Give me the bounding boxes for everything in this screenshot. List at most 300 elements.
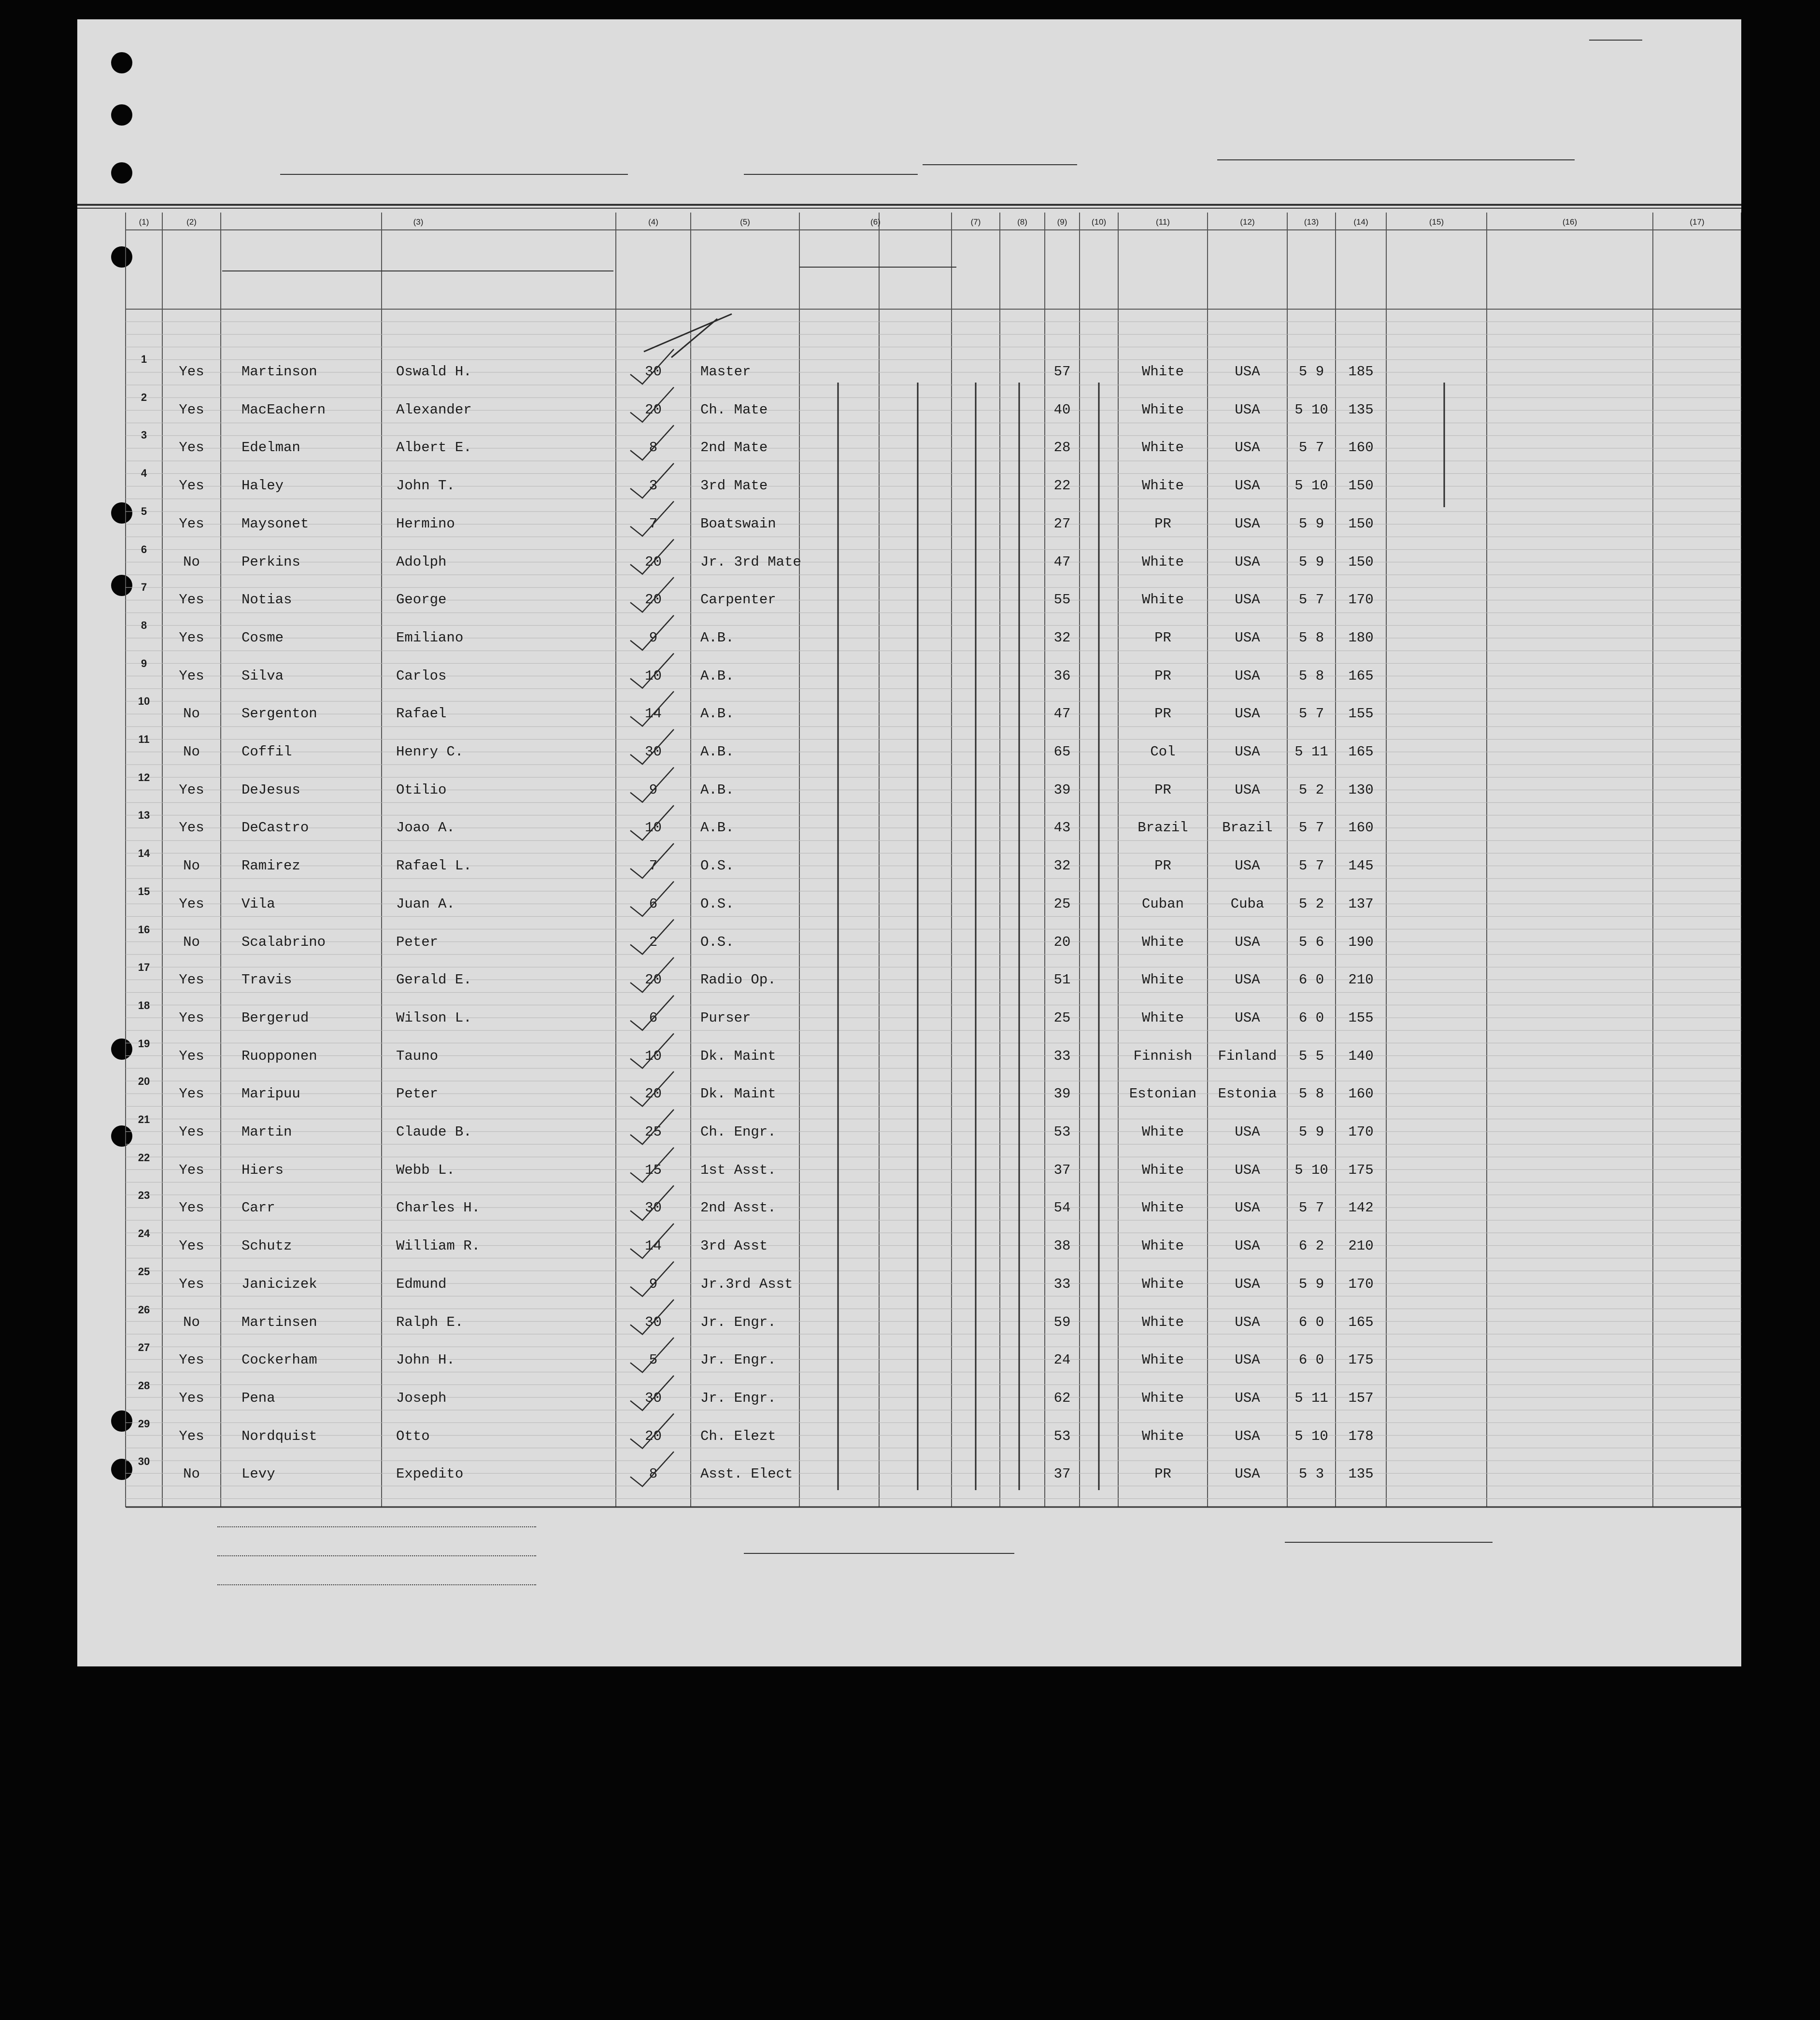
column-number: (4) bbox=[648, 217, 658, 227]
height-cell: 5 2 bbox=[1298, 782, 1324, 798]
nationality-cell: USA bbox=[1235, 858, 1260, 874]
height-cell: 6 0 bbox=[1298, 1314, 1324, 1330]
family-name-cell: Cockerham bbox=[242, 1352, 317, 1368]
weight-cell: 155 bbox=[1348, 1010, 1374, 1026]
race-cell: Cuban bbox=[1141, 896, 1184, 912]
prev-voyage-cell: Yes bbox=[179, 401, 204, 418]
service-cell: 6 bbox=[649, 896, 658, 912]
given-name-cell: Otto bbox=[396, 1428, 430, 1444]
position-cell: 2nd Mate bbox=[700, 440, 768, 456]
age-cell: 43 bbox=[1053, 820, 1071, 836]
family-name-cell: Sergenton bbox=[242, 706, 317, 722]
column-number: (7) bbox=[970, 217, 981, 227]
inspector-signature bbox=[744, 1553, 1014, 1554]
position-cell: A.B. bbox=[700, 820, 734, 836]
given-name-cell: George bbox=[396, 592, 447, 608]
height-cell: 5 7 bbox=[1298, 706, 1324, 722]
service-cell: 7 bbox=[649, 515, 658, 532]
family-name-cell: Carr bbox=[242, 1200, 275, 1216]
position-cell: Ch. Engr. bbox=[700, 1124, 776, 1140]
prev-voyage-cell: Yes bbox=[179, 1200, 204, 1216]
given-name-cell: Oswald H. bbox=[396, 364, 472, 380]
position-cell: A.B. bbox=[700, 668, 734, 684]
prev-voyage-cell: Yes bbox=[179, 440, 204, 456]
check-mark bbox=[630, 691, 674, 726]
given-name-cell: Ralph E. bbox=[396, 1314, 464, 1330]
weight-cell: 150 bbox=[1348, 554, 1374, 570]
height-cell: 5 7 bbox=[1298, 820, 1324, 836]
given-name-cell: William R. bbox=[396, 1238, 481, 1254]
column-number: (8) bbox=[1017, 217, 1027, 227]
family-name-cell: Levy bbox=[242, 1466, 275, 1482]
given-name-cell: Claude B. bbox=[396, 1124, 472, 1140]
position-cell: 1st Asst. bbox=[700, 1162, 776, 1178]
given-name-cell: Peter bbox=[396, 934, 439, 950]
weight-cell: 210 bbox=[1348, 972, 1374, 988]
height-cell: 5 7 bbox=[1298, 1200, 1324, 1216]
weight-cell: 160 bbox=[1348, 1086, 1374, 1102]
age-cell: 32 bbox=[1053, 629, 1071, 646]
race-cell: White bbox=[1141, 440, 1184, 456]
row-number: 21 bbox=[138, 1113, 150, 1125]
service-cell: 5 bbox=[649, 1352, 658, 1368]
race-cell: White bbox=[1141, 1390, 1184, 1406]
position-cell: Jr. Engr. bbox=[700, 1352, 776, 1368]
row-number: 12 bbox=[138, 771, 150, 783]
age-cell: 65 bbox=[1053, 744, 1071, 760]
family-name-cell: Martinsen bbox=[242, 1314, 317, 1330]
nationality-cell: USA bbox=[1235, 972, 1260, 988]
weight-cell: 175 bbox=[1348, 1162, 1374, 1178]
column-number: (3) bbox=[413, 217, 424, 227]
age-cell: 53 bbox=[1053, 1428, 1071, 1444]
nationality-cell: USA bbox=[1235, 1124, 1260, 1140]
service-cell: 9 bbox=[649, 629, 658, 646]
weight-cell: 150 bbox=[1348, 478, 1374, 494]
service-cell: 20 bbox=[645, 1428, 662, 1444]
check-mark bbox=[630, 577, 674, 612]
row-number: 9 bbox=[141, 657, 147, 669]
column-number: (6) bbox=[870, 217, 881, 227]
check-mark bbox=[630, 805, 674, 840]
position-cell: Purser bbox=[700, 1010, 751, 1026]
age-cell: 28 bbox=[1053, 440, 1071, 456]
age-cell: 39 bbox=[1053, 782, 1071, 798]
position-cell: Dk. Maint bbox=[700, 1048, 776, 1064]
nationality-cell: USA bbox=[1235, 1238, 1260, 1254]
row-number: 2 bbox=[141, 391, 147, 403]
nationality-cell: USA bbox=[1235, 1352, 1260, 1368]
weight-cell: 160 bbox=[1348, 820, 1374, 836]
race-cell: PR bbox=[1154, 1466, 1171, 1482]
weight-cell: 137 bbox=[1348, 896, 1374, 912]
prev-voyage-cell: Yes bbox=[179, 629, 204, 646]
weight-cell: 210 bbox=[1348, 1238, 1374, 1254]
race-cell: PR bbox=[1154, 668, 1171, 684]
race-cell: White bbox=[1141, 1314, 1184, 1330]
position-cell: A.B. bbox=[700, 629, 734, 646]
service-cell: 20 bbox=[645, 401, 662, 418]
family-name-cell: Pena bbox=[242, 1390, 275, 1406]
family-name-cell: Haley bbox=[242, 478, 284, 494]
prev-voyage-cell: Yes bbox=[179, 1048, 204, 1064]
family-name-cell: Hiers bbox=[242, 1162, 284, 1178]
race-cell: PR bbox=[1154, 858, 1171, 874]
prev-voyage-cell: Yes bbox=[179, 1010, 204, 1026]
given-name-cell: Henry C. bbox=[396, 744, 464, 760]
check-mark bbox=[630, 1376, 674, 1410]
age-cell: 36 bbox=[1053, 668, 1071, 684]
height-cell: 6 0 bbox=[1298, 1352, 1324, 1368]
check-mark bbox=[630, 996, 674, 1030]
service-cell: 14 bbox=[645, 706, 662, 722]
nationality-cell: Brazil bbox=[1222, 820, 1273, 836]
height-cell: 5 9 bbox=[1298, 1276, 1324, 1292]
weight-cell: 165 bbox=[1348, 668, 1374, 684]
race-cell: White bbox=[1141, 934, 1184, 950]
row-number: 11 bbox=[138, 733, 150, 745]
position-cell: 3rd Asst bbox=[700, 1238, 768, 1254]
service-cell: 20 bbox=[645, 1086, 662, 1102]
column-number: (1) bbox=[139, 217, 149, 227]
service-cell: 10 bbox=[645, 820, 662, 836]
given-name-cell: Tauno bbox=[396, 1048, 439, 1064]
family-name-cell: Travis bbox=[242, 972, 292, 988]
row-number: 22 bbox=[138, 1151, 150, 1164]
age-cell: 27 bbox=[1053, 515, 1071, 532]
nationality-cell: USA bbox=[1235, 706, 1260, 722]
check-mark bbox=[630, 1110, 674, 1144]
position-cell: Jr. 3rd Mate bbox=[700, 554, 801, 570]
service-cell: 10 bbox=[645, 1048, 662, 1064]
height-cell: 5 3 bbox=[1298, 1466, 1324, 1482]
family-name-cell: Cosme bbox=[242, 629, 284, 646]
race-cell: White bbox=[1141, 478, 1184, 494]
position-cell: Jr. Engr. bbox=[700, 1314, 776, 1330]
row-number: 14 bbox=[138, 847, 150, 860]
prev-voyage-cell: Yes bbox=[179, 592, 204, 608]
family-name-cell: Scalabrino bbox=[242, 934, 326, 950]
position-cell: Dk. Maint bbox=[700, 1086, 776, 1102]
given-name-cell: Alexander bbox=[396, 401, 472, 418]
nationality-cell: Estonia bbox=[1218, 1086, 1277, 1102]
column-number: (11) bbox=[1156, 217, 1170, 227]
prev-voyage-cell: Yes bbox=[179, 1352, 204, 1368]
check-mark bbox=[630, 729, 674, 764]
height-cell: 5 10 bbox=[1294, 1428, 1328, 1444]
check-mark bbox=[630, 1071, 674, 1106]
age-cell: 47 bbox=[1053, 554, 1071, 570]
given-name-cell: John H. bbox=[396, 1352, 455, 1368]
race-cell: White bbox=[1141, 554, 1184, 570]
check-mark bbox=[630, 425, 674, 460]
position-cell: Master bbox=[700, 364, 751, 380]
row-number: 10 bbox=[138, 695, 150, 708]
prev-voyage-cell: No bbox=[183, 934, 200, 950]
nationality-cell: USA bbox=[1235, 744, 1260, 760]
family-name-cell: DeCastro bbox=[242, 820, 309, 836]
service-cell: 30 bbox=[645, 364, 662, 380]
age-cell: 54 bbox=[1053, 1200, 1071, 1216]
nationality-cell: USA bbox=[1235, 1428, 1260, 1444]
check-mark bbox=[630, 882, 674, 916]
row-number: 4 bbox=[141, 467, 147, 480]
weight-cell: 178 bbox=[1348, 1428, 1374, 1444]
nationality-cell: USA bbox=[1235, 1162, 1260, 1178]
service-cell: 20 bbox=[645, 592, 662, 608]
race-cell: Finnish bbox=[1133, 1048, 1193, 1064]
family-name-cell: Coffil bbox=[242, 744, 292, 760]
nationality-cell: USA bbox=[1235, 668, 1260, 684]
check-mark bbox=[630, 1185, 674, 1220]
prev-voyage-cell: No bbox=[183, 706, 200, 722]
weight-cell: 150 bbox=[1348, 515, 1374, 532]
check-mark bbox=[630, 463, 674, 498]
height-cell: 5 9 bbox=[1298, 364, 1324, 380]
row-number: 20 bbox=[138, 1075, 150, 1088]
row-number: 25 bbox=[138, 1265, 150, 1278]
service-cell: 8 bbox=[649, 440, 658, 456]
age-cell: 47 bbox=[1053, 706, 1071, 722]
given-name-cell: Edmund bbox=[396, 1276, 447, 1292]
race-cell: White bbox=[1141, 1352, 1184, 1368]
nationality-cell: Cuba bbox=[1230, 896, 1265, 912]
position-cell: A.B. bbox=[700, 706, 734, 722]
nationality-cell: USA bbox=[1235, 1010, 1260, 1026]
weight-cell: 165 bbox=[1348, 1314, 1374, 1330]
age-cell: 33 bbox=[1053, 1048, 1071, 1064]
height-cell: 5 7 bbox=[1298, 858, 1324, 874]
prev-voyage-cell: Yes bbox=[179, 1390, 204, 1406]
nationality-cell: USA bbox=[1235, 1466, 1260, 1482]
service-cell: 30 bbox=[645, 1200, 662, 1216]
given-name-cell: Rafael L. bbox=[396, 858, 472, 874]
row-number: 17 bbox=[138, 961, 150, 974]
service-cell: 2 bbox=[649, 934, 658, 950]
height-cell: 6 0 bbox=[1298, 1010, 1324, 1026]
weight-cell: 180 bbox=[1348, 629, 1374, 646]
nationality-cell: USA bbox=[1235, 401, 1260, 418]
column-number: (16) bbox=[1562, 217, 1578, 227]
nationality-cell: USA bbox=[1235, 1314, 1260, 1330]
nationality-cell: USA bbox=[1235, 1390, 1260, 1406]
given-name-cell: Hermino bbox=[396, 515, 455, 532]
row-number: 28 bbox=[138, 1379, 150, 1392]
weight-cell: 145 bbox=[1348, 858, 1374, 874]
given-name-cell: Expedito bbox=[396, 1466, 464, 1482]
height-cell: 6 2 bbox=[1298, 1238, 1324, 1254]
position-cell: Radio Op. bbox=[700, 972, 776, 988]
height-cell: 5 9 bbox=[1298, 515, 1324, 532]
position-cell: 3rd Mate bbox=[700, 478, 768, 494]
column-number: (13) bbox=[1304, 217, 1319, 227]
nationality-cell: USA bbox=[1235, 554, 1260, 570]
position-cell: Ch. Elezt bbox=[700, 1428, 776, 1444]
age-cell: 24 bbox=[1053, 1352, 1071, 1368]
position-cell: A.B. bbox=[700, 744, 734, 760]
prev-voyage-cell: Yes bbox=[179, 515, 204, 532]
race-cell: PR bbox=[1154, 706, 1171, 722]
position-cell: Ch. Mate bbox=[700, 401, 768, 418]
given-name-cell: Carlos bbox=[396, 668, 447, 684]
race-cell: PR bbox=[1154, 782, 1171, 798]
race-cell: White bbox=[1141, 1124, 1184, 1140]
weight-cell: 130 bbox=[1348, 782, 1374, 798]
row-number: 1 bbox=[141, 353, 147, 365]
race-cell: PR bbox=[1154, 629, 1171, 646]
family-name-cell: Notias bbox=[242, 592, 292, 608]
nationality-cell: Finland bbox=[1218, 1048, 1277, 1064]
family-name-cell: Janicizek bbox=[242, 1276, 317, 1292]
row-number: 24 bbox=[138, 1227, 150, 1240]
age-cell: 22 bbox=[1053, 478, 1071, 494]
row-number: 7 bbox=[141, 581, 147, 594]
weight-cell: 142 bbox=[1348, 1200, 1374, 1216]
given-name-cell: Joao A. bbox=[396, 820, 455, 836]
position-cell: O.S. bbox=[700, 896, 734, 912]
ditto-marks bbox=[77, 19, 1741, 1666]
check-mark bbox=[630, 387, 674, 422]
service-cell: 15 bbox=[645, 1162, 662, 1178]
row-number: 29 bbox=[138, 1417, 150, 1430]
nationality-cell: USA bbox=[1235, 592, 1260, 608]
prev-voyage-cell: Yes bbox=[179, 972, 204, 988]
column-number: (12) bbox=[1240, 217, 1255, 227]
agents-value bbox=[217, 1584, 536, 1585]
height-cell: 5 11 bbox=[1294, 1390, 1328, 1406]
weight-cell: 165 bbox=[1348, 744, 1374, 760]
check-mark bbox=[630, 920, 674, 954]
column-number: (14) bbox=[1353, 217, 1368, 227]
prev-voyage-cell: Yes bbox=[179, 1276, 204, 1292]
height-cell: 5 10 bbox=[1294, 478, 1328, 494]
row-number: 3 bbox=[141, 429, 147, 441]
height-cell: 5 5 bbox=[1298, 1048, 1324, 1064]
height-cell: 5 10 bbox=[1294, 401, 1328, 418]
given-name-cell: Charles H. bbox=[396, 1200, 481, 1216]
race-cell: White bbox=[1141, 1200, 1184, 1216]
height-cell: 5 2 bbox=[1298, 896, 1324, 912]
check-mark bbox=[630, 654, 674, 688]
check-mark bbox=[630, 1451, 674, 1486]
race-cell: White bbox=[1141, 364, 1184, 380]
age-cell: 38 bbox=[1053, 1238, 1071, 1254]
row-number: 13 bbox=[138, 809, 150, 822]
check-mark bbox=[630, 1223, 674, 1258]
service-cell: 14 bbox=[645, 1238, 662, 1254]
manifest-sheet bbox=[77, 19, 1741, 1666]
family-name-cell: Ruopponen bbox=[242, 1048, 317, 1064]
check-mark bbox=[630, 540, 674, 574]
line-value bbox=[217, 1526, 536, 1527]
given-name-cell: Juan A. bbox=[396, 896, 455, 912]
service-cell: 25 bbox=[645, 1124, 662, 1140]
prev-voyage-cell: No bbox=[183, 858, 200, 874]
service-cell: 30 bbox=[645, 1314, 662, 1330]
given-name-cell: Gerald E. bbox=[396, 972, 472, 988]
prev-voyage-cell: Yes bbox=[179, 782, 204, 798]
column-number: (9) bbox=[1057, 217, 1067, 227]
age-cell: 51 bbox=[1053, 972, 1071, 988]
age-cell: 40 bbox=[1053, 401, 1071, 418]
check-mark bbox=[630, 1300, 674, 1335]
position-cell: 2nd Asst. bbox=[700, 1200, 776, 1216]
nationality-cell: USA bbox=[1235, 364, 1260, 380]
race-cell: White bbox=[1141, 1010, 1184, 1026]
height-cell: 5 8 bbox=[1298, 1086, 1324, 1102]
check-mark bbox=[630, 843, 674, 878]
check-mark bbox=[630, 1034, 674, 1068]
given-name-cell: Webb L. bbox=[396, 1162, 455, 1178]
check-mark bbox=[630, 1262, 674, 1296]
weight-cell: 155 bbox=[1348, 706, 1374, 722]
nationality-cell: USA bbox=[1235, 1200, 1260, 1216]
service-cell: 20 bbox=[645, 972, 662, 988]
age-cell: 53 bbox=[1053, 1124, 1071, 1140]
service-cell: 8 bbox=[649, 1466, 658, 1482]
given-name-cell: Joseph bbox=[396, 1390, 447, 1406]
position-cell: A.B. bbox=[700, 782, 734, 798]
age-cell: 25 bbox=[1053, 896, 1071, 912]
age-cell: 37 bbox=[1053, 1162, 1071, 1178]
prev-voyage-cell: No bbox=[183, 554, 200, 570]
height-cell: 5 9 bbox=[1298, 1124, 1324, 1140]
race-cell: PR bbox=[1154, 515, 1171, 532]
column-number: (5) bbox=[740, 217, 750, 227]
prev-voyage-cell: Yes bbox=[179, 1162, 204, 1178]
column-number: (10) bbox=[1091, 217, 1107, 227]
race-cell: Estonian bbox=[1129, 1086, 1197, 1102]
given-name-cell: Peter bbox=[396, 1086, 439, 1102]
age-cell: 59 bbox=[1053, 1314, 1071, 1330]
position-cell: O.S. bbox=[700, 934, 734, 950]
age-cell: 33 bbox=[1053, 1276, 1071, 1292]
service-cell: 20 bbox=[645, 554, 662, 570]
race-cell: White bbox=[1141, 401, 1184, 418]
height-cell: 5 7 bbox=[1298, 592, 1324, 608]
age-cell: 62 bbox=[1053, 1390, 1071, 1406]
family-name-cell: DeJesus bbox=[242, 782, 300, 798]
family-name-cell: Vila bbox=[242, 896, 275, 912]
check-mark bbox=[630, 1414, 674, 1449]
check-mark bbox=[630, 1148, 674, 1182]
weight-cell: 185 bbox=[1348, 364, 1374, 380]
weight-cell: 170 bbox=[1348, 1276, 1374, 1292]
position-cell: Boatswain bbox=[700, 515, 776, 532]
race-cell: White bbox=[1141, 1238, 1184, 1254]
age-cell: 32 bbox=[1053, 858, 1071, 874]
height-cell: 5 6 bbox=[1298, 934, 1324, 950]
weight-cell: 157 bbox=[1348, 1390, 1374, 1406]
family-name-cell: Maysonet bbox=[242, 515, 309, 532]
prev-voyage-cell: Yes bbox=[179, 478, 204, 494]
prev-voyage-cell: No bbox=[183, 744, 200, 760]
position-cell: Jr.3rd Asst bbox=[700, 1276, 793, 1292]
family-name-cell: Maripuu bbox=[242, 1086, 300, 1102]
service-cell: 3 bbox=[649, 478, 658, 494]
family-name-cell: MacEachern bbox=[242, 401, 326, 418]
height-cell: 5 8 bbox=[1298, 629, 1324, 646]
given-name-cell: Albert E. bbox=[396, 440, 472, 456]
position-cell: Carpenter bbox=[700, 592, 776, 608]
prev-voyage-cell: Yes bbox=[179, 1238, 204, 1254]
height-cell: 5 9 bbox=[1298, 554, 1324, 570]
weight-cell: 135 bbox=[1348, 1466, 1374, 1482]
row-number: 30 bbox=[138, 1455, 150, 1468]
service-cell: 30 bbox=[645, 1390, 662, 1406]
row-number: 6 bbox=[141, 543, 147, 555]
check-mark bbox=[630, 349, 674, 384]
